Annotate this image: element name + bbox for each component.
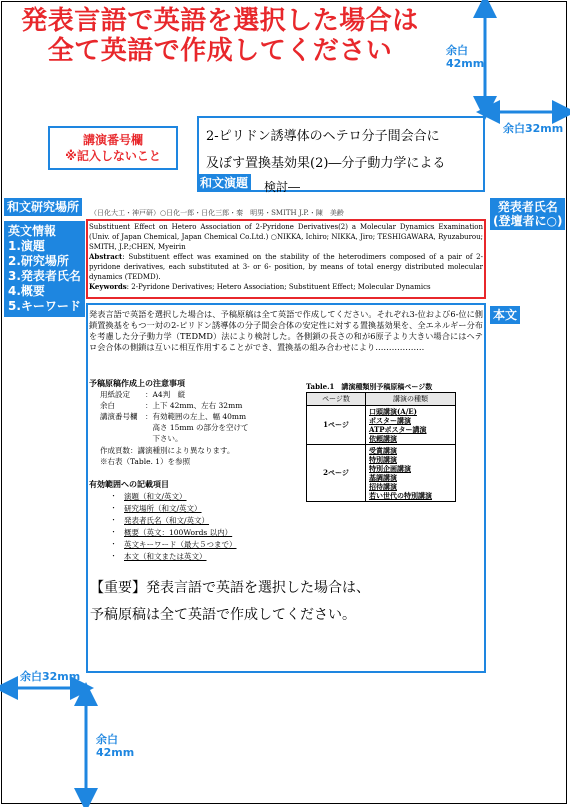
lecture-number-note: ※記入しないこと [65, 149, 161, 163]
japanese-title-line-1: 2-ピリドン誘導体のヘテロ分子間会合に [206, 129, 440, 144]
presenter-name-label: 発表者氏名 (登壇者に○) [490, 198, 565, 230]
bottom-margin-label: 余白 42mm [96, 733, 135, 759]
japanese-title-label: 和文演題 [197, 174, 251, 192]
bullet-icon: ・ [110, 516, 117, 524]
english-title-affiliation: Substituent Effect on Hetero Association of 2-Pyridone Derivatives(2) a Molecular Dynamics Examination (Univ. of Japan Chemical, Japan Chemical Co.Ltd.) ○NIKKA, Ichiro; NIKKA, Jiro; TESHIGAWARA, Ryuzaburou; SMITH, J.P.;CHEN, Myeirin [89, 223, 483, 251]
bullet-icon: ・ [110, 504, 117, 512]
note-line: 講演番号欄 ：有効範囲の左上、幅 40mm [100, 412, 247, 421]
table-header-cell: ページ数 [307, 393, 366, 406]
required-item: 研究場所（和文/英文） [124, 504, 202, 513]
important-line-2: 予稿原稿は全て英語で作成してください。 [90, 607, 356, 623]
note-line: ※右表（Table. 1）を参照 [100, 457, 191, 466]
body-label: 本文 [490, 306, 520, 324]
required-item: 英文キーワード（最大５つまで） [124, 540, 237, 549]
required-item: 演題（和文/英文） [124, 492, 187, 501]
research-place-label: 和文研究場所 [4, 198, 82, 216]
english-keywords: Keywords: 2-Pyridone Derivatives; Hetero Association; Substituent Effect; Molecular Dynamics [89, 282, 431, 291]
note-line: 作成頁数：講演種別により異なります。 [100, 446, 235, 455]
headline-line-2: 全て英語で作成してください [47, 36, 393, 66]
page-count-table [306, 392, 456, 502]
table-header-row [307, 393, 456, 406]
required-heading: 有効範囲への記載項目 [89, 479, 169, 489]
table-row [307, 406, 456, 445]
table-cell-pages: 2ページ [307, 445, 366, 502]
important-line-1: 【重要】発表言語で英語を選択した場合は、 [90, 580, 370, 596]
english-info-text [89, 222, 483, 292]
right-margin-label: 余白32mm [503, 122, 564, 135]
bullet-icon: ・ [110, 540, 117, 548]
authors-line: （日化大工・神戸研）○日化一郎・日化三郎・秦 明男・SMITH J.P.・陳 美齢 [90, 209, 344, 217]
note-line: 用紙設定 ：A4判 縦 [100, 390, 186, 399]
japanese-title-line-3: 検討― [264, 180, 301, 194]
english-info-label: 英文情報 1.演題 2.研究場所 3.発表者氏名 4.概要 5.キーワード [4, 221, 85, 317]
required-item: 概要（英文：100Words 以内） [124, 528, 233, 537]
top-margin-label: 余白 42mm [446, 44, 485, 70]
left-margin-label: 余白32mm [20, 670, 81, 683]
required-item: 本文（和文または英文） [124, 552, 207, 561]
body-paragraph: 発表言語で英語を選択した場合は、予稿原稿は全て英語で作成してください。それぞれ3-位および6-位に側鎖置換基をもつ一対の2-ピリドン誘導体の分子間会合体の安定性に対する置換基効果を、全エネルギー分布を考慮した分子動力学（TEDMD）法により検討した。各側鎖の長さの和が6原子より大きい場合にはヘテロ会合体の側鎖は互いに相互作用することができ、置換基の組み合わせにより……………… [89, 309, 483, 352]
table-row [307, 445, 456, 502]
headline-line-1: 発表言語で英語を選択した場合は [21, 6, 419, 36]
table-cell-types: 受賞講演 特別講演 特別企画講演 基調講演 招待講演 若い世代の特別講演 [366, 445, 456, 502]
required-item: 発表者氏名（和文/英文） [124, 516, 210, 525]
table-header-cell: 講演の種類 [366, 393, 456, 406]
bullet-icon: ・ [110, 528, 117, 536]
bullet-icon: ・ [110, 492, 117, 500]
notes-heading: 予稿原稿作成上の注意事項 [89, 378, 185, 388]
table-cell-pages: 1ページ [307, 406, 366, 445]
note-line: 下さい。 [100, 434, 183, 443]
table-title: Table.1 講演種類別予稿原稿ページ数 [306, 382, 433, 391]
bullet-icon: ・ [110, 552, 117, 560]
note-line: 余白 ：上下 42mm、左右 32mm [100, 401, 243, 410]
lecture-number-box [48, 126, 178, 170]
english-abstract: Abstract: Substituent effect was examined on the stability of the heterodimers composed of a pair of 2-pyridone derivatives, each substituted at 3- or 6- position, by means of total energy distributed molecular dynamics (TEDMD). [89, 252, 483, 281]
table-cell-types: 口頭講演(A/E) ポスター講演 ATPポスター講演 依頼講演 [366, 406, 456, 445]
note-line: 高さ 15mm の部分を空けて [100, 423, 249, 432]
lecture-number-label: 講演番号欄 [82, 133, 143, 147]
japanese-title-line-2: 及ぼす置換基効果(2)―分子動力学による [206, 156, 446, 171]
